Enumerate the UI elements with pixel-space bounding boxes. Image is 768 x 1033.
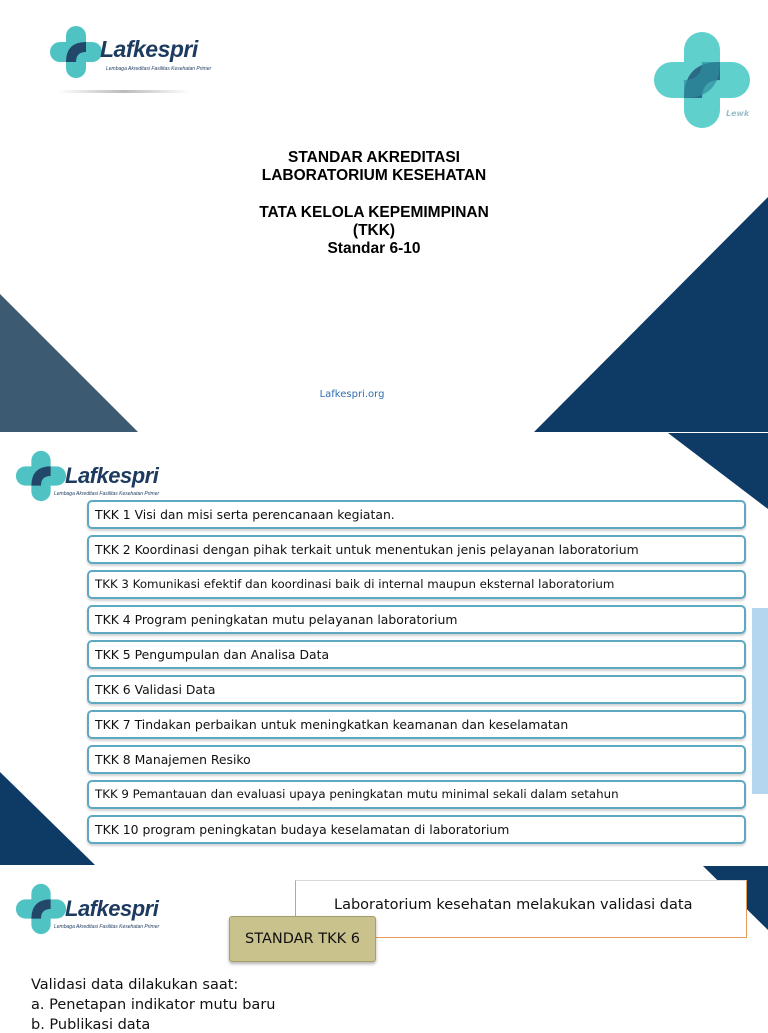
list-item[interactable]: TKK 8 Manajemen Resiko: [87, 745, 746, 774]
list-item: b. Publikasi data: [31, 1017, 151, 1033]
logo-wordmark: Lafkespri: [65, 463, 159, 488]
lafkespri-logo: [14, 882, 164, 938]
subtitle-line-3: Standar 6-10: [327, 240, 421, 257]
light-blue-side-bar: [752, 608, 768, 794]
list-item[interactable]: TKK 7 Tindakan perbaikan untuk meningkatkan keamanan dan keselamatan: [87, 710, 746, 739]
slide-tkk-list: [0, 433, 768, 865]
emblem-caption: Lewk: [726, 109, 750, 118]
list-item: a. Penetapan indikator mutu baru: [31, 997, 276, 1013]
subtitle: [0, 204, 748, 258]
slide-standard-tkk6: [0, 866, 768, 1033]
subtitle-line-1: TATA KELOLA KEPEMIMPINAN: [259, 204, 489, 221]
cross-icon: [48, 24, 104, 80]
logo-wordmark: Lafkespri: [100, 36, 198, 62]
lafkespri-logo: [48, 24, 212, 96]
slide-title: [0, 0, 768, 432]
subtitle-line-2: (TKK): [352, 222, 396, 239]
list-item[interactable]: TKK 5 Pengumpulan dan Analisa Data: [87, 640, 746, 669]
list-item[interactable]: TKK 9 Pemantauan dan evaluasi upaya peningkatan mutu minimal sekali dalam setahun: [87, 780, 746, 809]
intro-text: Validasi data dilakukan saat:: [31, 977, 239, 993]
logo-tagline: Lembaga Akreditasi Fasilitas Kesehatan Primer: [106, 66, 212, 72]
logo-wordmark: Lafkespri: [65, 896, 159, 921]
list-item[interactable]: TKK 10 program peningkatan budaya keselamatan di laboratorium: [87, 815, 746, 844]
lafkespri-logo: [14, 449, 164, 505]
standard-tkk6-label[interactable]: STANDAR TKK 6: [229, 916, 376, 962]
list-item[interactable]: TKK 6 Validasi Data: [87, 675, 746, 704]
logo-tagline: Lembaga Akreditasi Fasilitas Kesehatan Primer: [54, 924, 160, 930]
navy-triangle-bottom-left: [0, 772, 95, 865]
navy-triangle-top-right: [668, 433, 768, 509]
main-title: [0, 149, 748, 185]
slate-triangle-left: [0, 294, 138, 432]
list-item[interactable]: TKK 2 Koordinasi dengan pihak terkait untuk menentukan jenis pelayanan laboratorium: [87, 535, 746, 564]
title-line-2: LABORATORIUM KESEHATAN: [261, 167, 487, 184]
list-item[interactable]: TKK 4 Program peningkatan mutu pelayanan laboratorium: [87, 605, 746, 634]
standard-statement: Laboratorium kesehatan melakukan validasi data: [334, 897, 693, 913]
list-item[interactable]: TKK 3 Komunikasi efektif dan koordinasi baik di internal maupun eksternal laboratorium: [87, 570, 746, 599]
list-item[interactable]: TKK 1 Visi dan misi serta perencanaan kegiatan.: [87, 500, 746, 529]
title-line-1: STANDAR AKREDITASI: [288, 149, 460, 166]
logo-underline: [58, 90, 190, 93]
website-link[interactable]: Lafkespri.org: [319, 389, 385, 400]
logo-tagline: Lembaga Akreditasi Fasilitas Kesehatan Primer: [54, 491, 160, 497]
